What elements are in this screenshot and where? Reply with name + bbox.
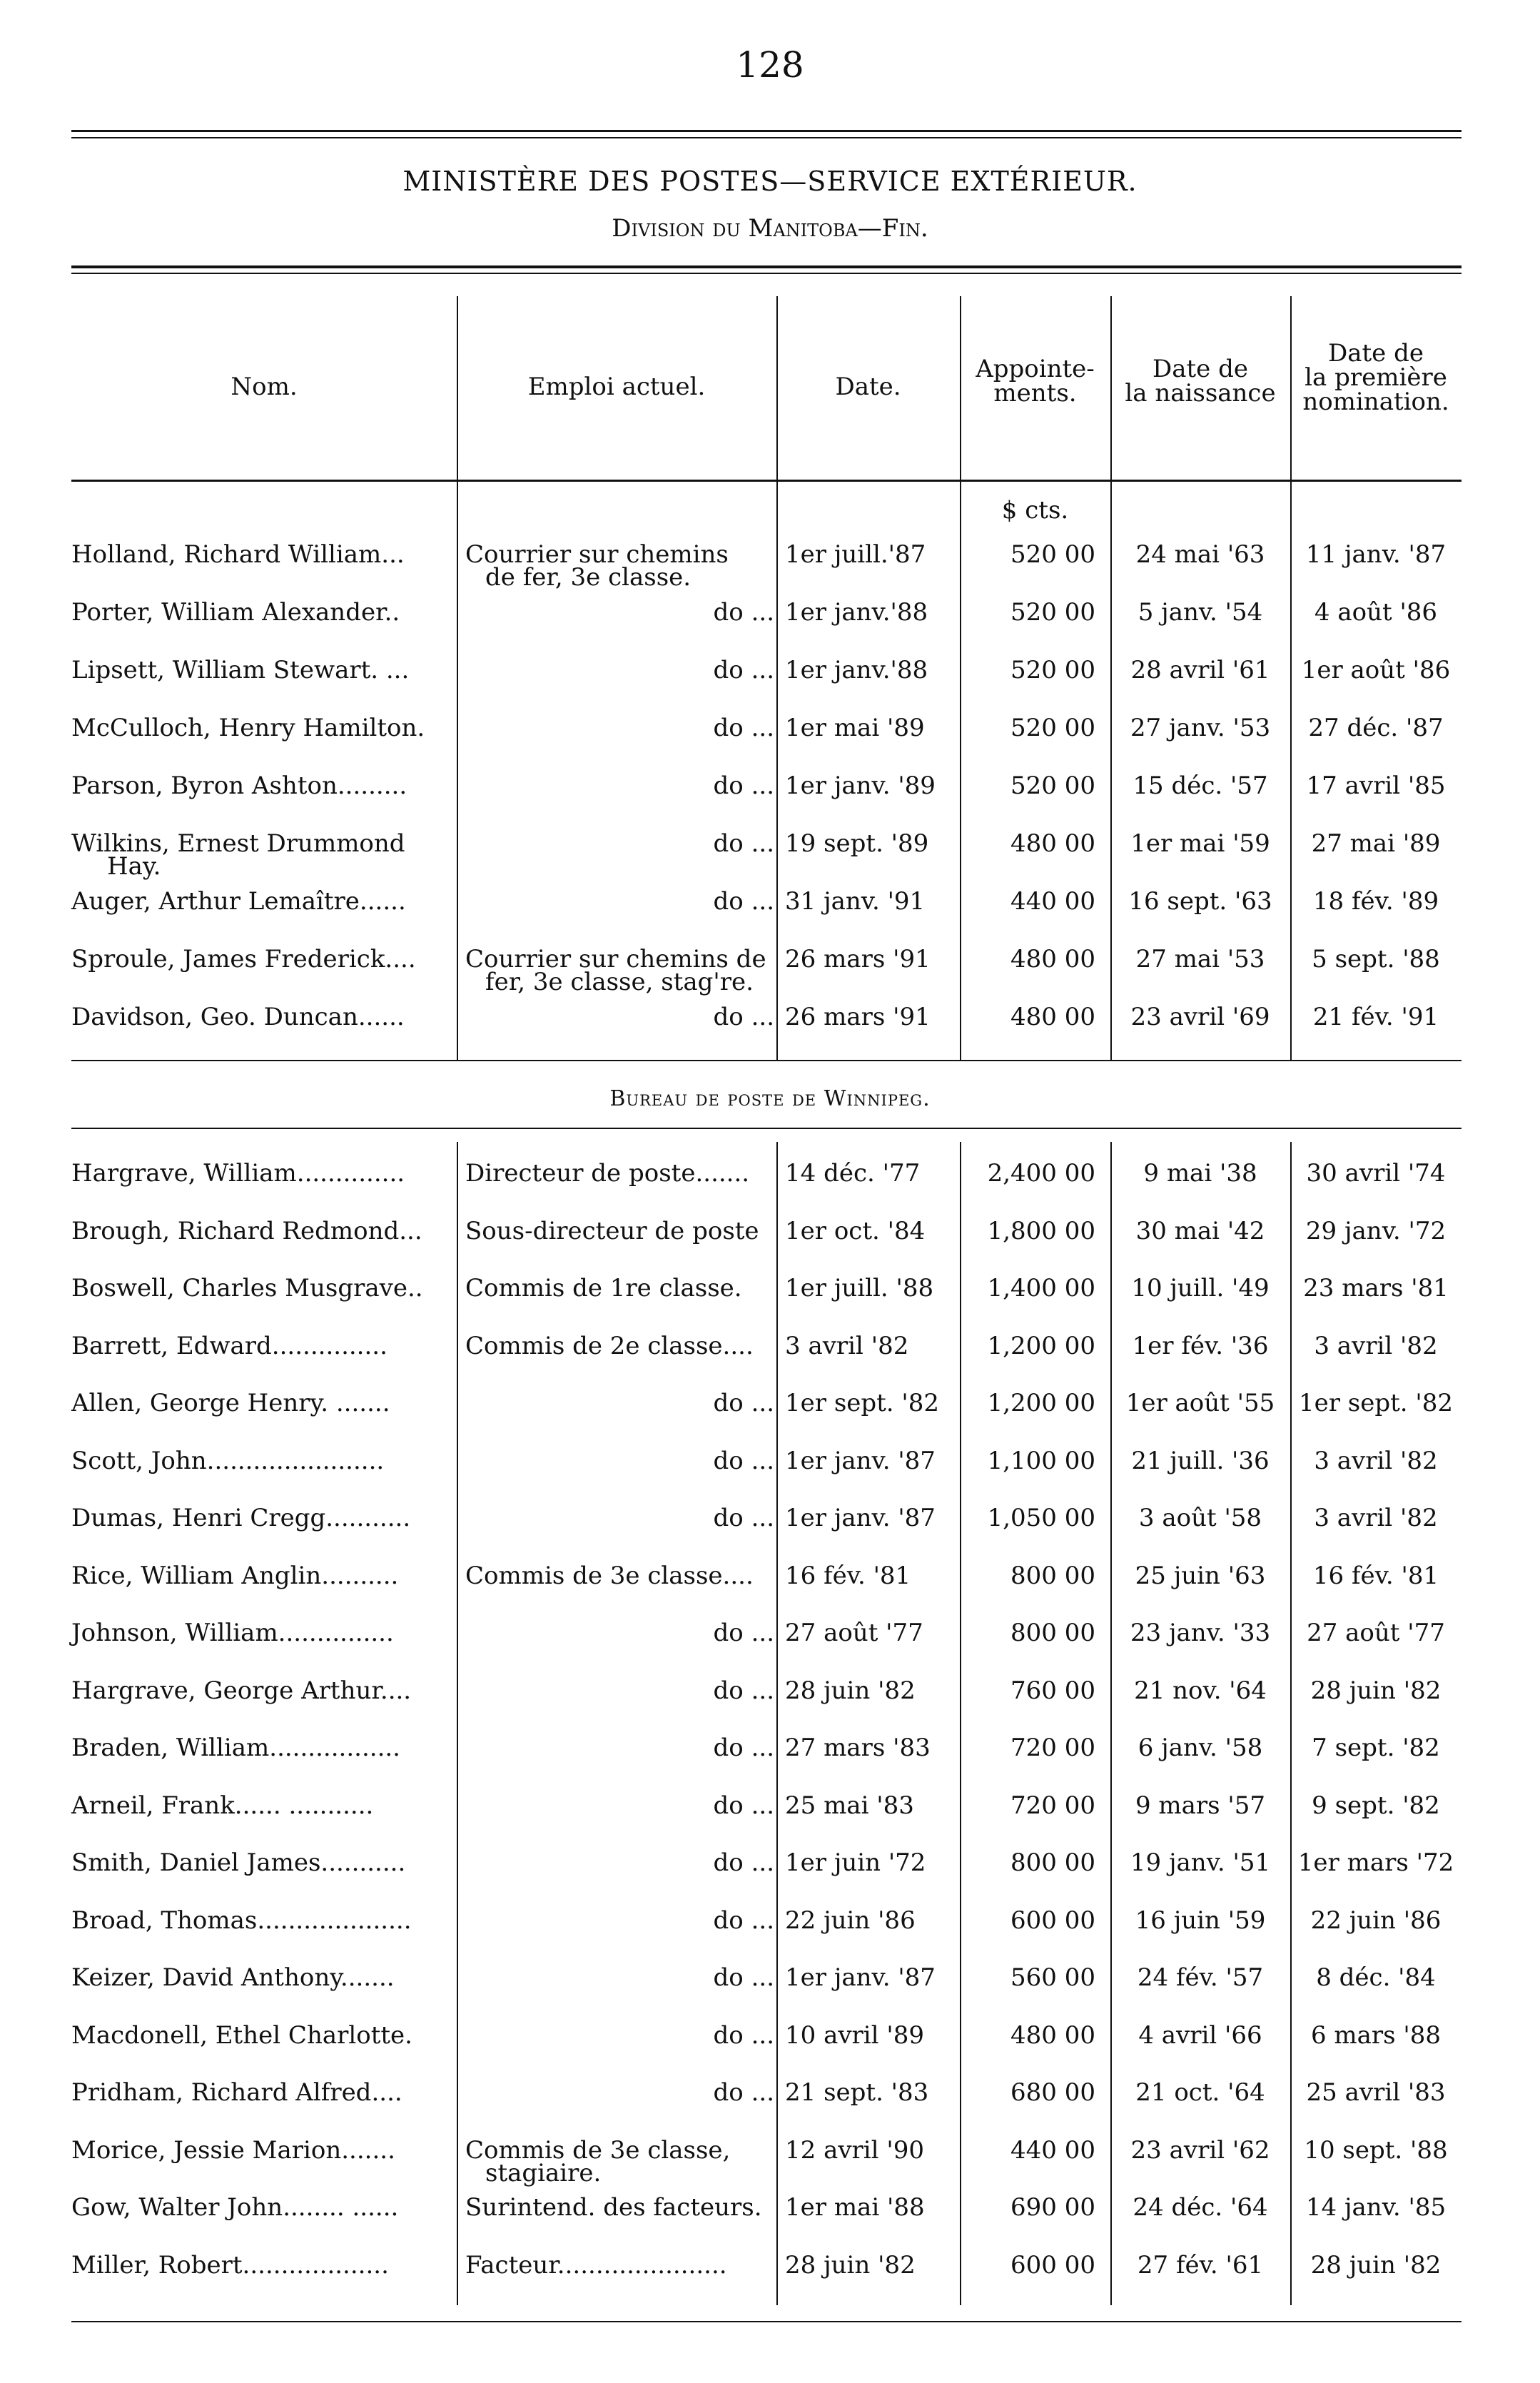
- header-nomination-line1: Date de: [1327, 339, 1424, 368]
- row-birth-date: 27 janv. '53: [1130, 714, 1271, 742]
- row-name: Holland, Richard William...: [71, 540, 405, 569]
- row-name: Auger, Arthur Lemaître......: [71, 887, 406, 916]
- row-employment: do ...: [713, 2020, 774, 2050]
- row-name: Keizer, David Anthony.......: [71, 1963, 395, 1992]
- row-name: Davidson, Geo. Duncan......: [71, 1003, 405, 1031]
- row-birth-date: 9 mai '38: [1143, 1159, 1257, 1188]
- row-employment-cont: fer, 3e classe, stag're.: [485, 968, 754, 996]
- header-appointements-line2: ments.: [993, 379, 1077, 408]
- row-birth-date: 16 sept. '63: [1128, 887, 1272, 916]
- row-nomination-date: 1er août '86: [1301, 656, 1451, 684]
- top-rule-2: [71, 137, 1462, 138]
- row-nomination-date: 3 avril '82: [1314, 1504, 1438, 1532]
- header-nom: Nom.: [231, 373, 298, 401]
- row-employment: do ...: [713, 1848, 774, 1877]
- row-salary: 600 00: [1010, 2250, 1095, 2280]
- row-nomination-date: 1er sept. '82: [1298, 1389, 1454, 1417]
- row-birth-date: 27 fév. '61: [1137, 2250, 1264, 2280]
- header-nomination: [1290, 341, 1462, 414]
- row-employment-cont: stagiaire.: [485, 2158, 602, 2187]
- row-date: 3 avril '82: [785, 1331, 909, 1360]
- row-name: Wilkins, Ernest Drummond: [71, 829, 405, 858]
- currency-units: $ cts.: [1001, 496, 1069, 525]
- row-employment: do ...: [713, 829, 774, 858]
- row-nomination-date: 29 janv. '72: [1305, 1216, 1447, 1245]
- row-date: 1er mai '88: [785, 2193, 925, 2222]
- header-naissance-line2: la naissance: [1125, 379, 1276, 408]
- row-name: Johnson, William...............: [71, 1619, 394, 1647]
- page-number: 128: [736, 44, 804, 86]
- row-salary: 560 00: [1010, 1963, 1095, 1992]
- col-sep-9: [1110, 1142, 1112, 2305]
- row-nomination-date: 27 mai '89: [1311, 829, 1441, 858]
- row-nomination-date: 5 sept. '88: [1312, 945, 1440, 973]
- row-name: Allen, George Henry. .......: [71, 1389, 390, 1417]
- row-employment: Facteur......................: [465, 2250, 727, 2280]
- col-sep-6: [457, 1142, 458, 2305]
- row-salary: 2,400 00: [987, 1159, 1095, 1188]
- row-birth-date: 30 mai '42: [1135, 1216, 1265, 1245]
- row-employment: Sous-directeur de poste: [465, 1216, 759, 1245]
- row-date: 27 mars '83: [785, 1734, 931, 1762]
- row-nomination-date: 27 août '77: [1307, 1619, 1445, 1647]
- row-name: Broad, Thomas....................: [71, 1906, 412, 1935]
- row-birth-date: 3 août '58: [1138, 1504, 1262, 1532]
- row-nomination-date: 28 juin '82: [1310, 1676, 1442, 1705]
- row-nomination-date: 1er mars '72: [1297, 1848, 1454, 1877]
- row-date: 1er juill. '88: [785, 1274, 934, 1302]
- row-nomination-date: 7 sept. '82: [1312, 1734, 1440, 1762]
- row-nomination-date: 18 fév. '89: [1312, 887, 1439, 916]
- header-nomination-line3: nomination.: [1302, 388, 1449, 416]
- row-birth-date: 27 mai '53: [1135, 945, 1265, 973]
- row-nomination-date: 25 avril '83: [1306, 2078, 1446, 2107]
- row-employment: do ...: [713, 1906, 774, 1935]
- row-birth-date: 19 janv. '51: [1130, 1848, 1271, 1877]
- row-salary: 1,050 00: [987, 1504, 1095, 1532]
- col-sep-8: [960, 1142, 961, 2305]
- col-sep-10: [1290, 1142, 1292, 2305]
- row-name: Sproule, James Frederick....: [71, 945, 416, 973]
- row-employment: do ...: [713, 1963, 774, 1992]
- row-birth-date: 1er fév. '36: [1132, 1331, 1269, 1360]
- row-name: Boswell, Charles Musgrave..: [71, 1274, 423, 1302]
- row-employment: Commis de 3e classe....: [465, 1561, 754, 1590]
- row-salary: 1,400 00: [987, 1274, 1095, 1302]
- row-nomination-date: 11 janv. '87: [1305, 540, 1447, 569]
- row-name: Scott, John.......................: [71, 1446, 385, 1475]
- row-name: Barrett, Edward...............: [71, 1331, 387, 1360]
- row-name: Miller, Robert...................: [71, 2250, 389, 2280]
- row-birth-date: 15 déc. '57: [1133, 771, 1268, 800]
- row-birth-date: 16 juin '59: [1135, 1906, 1266, 1935]
- row-employment-cont: de fer, 3e classe.: [485, 563, 692, 592]
- row-salary: 800 00: [1010, 1848, 1095, 1877]
- row-name: Hargrave, George Arthur....: [71, 1676, 412, 1705]
- row-date: 1er janv. '87: [785, 1963, 936, 1992]
- row-nomination-date: 6 mars '88: [1310, 2020, 1442, 2050]
- header-naissance: [1110, 355, 1290, 408]
- row-date: 1er juill.'87: [785, 540, 926, 569]
- row-salary: 520 00: [1010, 598, 1095, 627]
- section-divider-2: [71, 1128, 1462, 1129]
- row-employment: do ...: [713, 887, 774, 916]
- row-date: 25 mai '83: [785, 1791, 914, 1820]
- row-salary: 1,200 00: [987, 1389, 1095, 1417]
- row-name: Arneil, Frank...... ...........: [71, 1791, 374, 1820]
- row-date: 1er janv.'88: [785, 656, 928, 684]
- row-employment: do ...: [713, 714, 774, 742]
- row-salary: 800 00: [1010, 1619, 1095, 1647]
- row-employment: Surintend. des facteurs.: [465, 2193, 762, 2222]
- row-name: Smith, Daniel James...........: [71, 1848, 406, 1877]
- row-date: 12 avril '90: [785, 2135, 924, 2165]
- row-date: 1er janv. '87: [785, 1504, 936, 1532]
- page-title: MINISTÈRE DES POSTES—SERVICE EXTÉRIEUR.: [402, 166, 1138, 197]
- row-birth-date: 10 juill. '49: [1131, 1274, 1270, 1302]
- row-name: Brough, Richard Redmond...: [71, 1216, 422, 1245]
- row-employment: Commis de 3e classe,: [465, 2135, 731, 2165]
- header-top-rule-2: [71, 273, 1462, 274]
- row-salary: 760 00: [1010, 1676, 1095, 1705]
- header-appointements-line1: Appointe-: [976, 355, 1095, 383]
- row-employment: do ...: [713, 1791, 774, 1820]
- section-title-winnipeg: Bureau de poste de Winnipeg.: [609, 1086, 931, 1111]
- row-nomination-date: 30 avril '74: [1306, 1159, 1446, 1188]
- row-nomination-date: 4 août '86: [1314, 598, 1438, 627]
- header-appointements: [960, 355, 1110, 408]
- row-salary: 1,200 00: [987, 1331, 1095, 1360]
- row-name: Rice, William Anglin..........: [71, 1561, 399, 1590]
- header-nomination-line2: la première: [1305, 363, 1447, 392]
- row-birth-date: 24 mai '63: [1135, 540, 1265, 569]
- row-date: 26 mars '91: [785, 945, 931, 973]
- row-date: 16 fév. '81: [785, 1561, 911, 1590]
- row-nomination-date: 27 déc. '87: [1308, 714, 1444, 742]
- row-birth-date: 5 janv. '54: [1138, 598, 1263, 627]
- bottom-rule: [71, 2321, 1462, 2322]
- row-date: 19 sept. '89: [785, 829, 929, 858]
- row-name: McCulloch, Henry Hamilton.: [71, 714, 425, 742]
- row-birth-date: 23 avril '69: [1130, 1003, 1270, 1031]
- header-emploi: Emploi actuel.: [527, 373, 706, 401]
- row-birth-date: 25 juin '63: [1135, 1561, 1266, 1590]
- row-date: 1er juin '72: [785, 1848, 926, 1877]
- row-date: 1er janv. '89: [785, 771, 936, 800]
- row-date: 26 mars '91: [785, 1003, 931, 1031]
- row-salary: 480 00: [1010, 829, 1095, 858]
- row-salary: 440 00: [1010, 2135, 1095, 2165]
- row-nomination-date: 17 avril '85: [1306, 771, 1446, 800]
- row-nomination-date: 10 sept. '88: [1304, 2135, 1448, 2165]
- row-date: 31 janv. '91: [785, 887, 926, 916]
- row-employment: do ...: [713, 598, 774, 627]
- row-date: 14 déc. '77: [785, 1159, 921, 1188]
- row-employment: do ...: [713, 2078, 774, 2107]
- row-salary: 520 00: [1010, 771, 1095, 800]
- row-salary: 720 00: [1010, 1734, 1095, 1762]
- row-birth-date: 24 déc. '64: [1133, 2193, 1268, 2222]
- row-date: 27 août '77: [785, 1619, 923, 1647]
- row-name: Hargrave, William..............: [71, 1159, 405, 1188]
- row-name: Porter, William Alexander..: [71, 598, 400, 627]
- row-date: 28 juin '82: [785, 1676, 916, 1705]
- row-employment: do ...: [713, 656, 774, 684]
- row-date: 1er sept. '82: [785, 1389, 940, 1417]
- row-nomination-date: 3 avril '82: [1314, 1446, 1438, 1475]
- col-sep-7: [776, 1142, 778, 2305]
- row-nomination-date: 8 déc. '84: [1316, 1963, 1436, 1992]
- row-birth-date: 1er août '55: [1125, 1389, 1275, 1417]
- row-salary: 800 00: [1010, 1561, 1095, 1590]
- col-sep-1: [457, 296, 458, 1060]
- row-date: 21 sept. '83: [785, 2078, 929, 2107]
- row-nomination-date: 28 juin '82: [1310, 2250, 1442, 2280]
- row-name-cont: Hay.: [107, 852, 161, 881]
- row-birth-date: 24 fév. '57: [1137, 1963, 1264, 1992]
- top-rule-1: [71, 130, 1462, 132]
- section-divider-1: [71, 1060, 1462, 1061]
- col-sep-2: [776, 296, 778, 1060]
- row-salary: 600 00: [1010, 1906, 1095, 1935]
- row-nomination-date: 9 sept. '82: [1312, 1791, 1440, 1820]
- row-date: 1er janv. '87: [785, 1446, 936, 1475]
- row-birth-date: 4 avril '66: [1138, 2020, 1262, 2050]
- row-date: 22 juin '86: [785, 1906, 916, 1935]
- row-employment: Courrier sur chemins: [465, 540, 729, 569]
- row-name: Gow, Walter John........ ......: [71, 2193, 399, 2222]
- row-employment: do ...: [713, 1446, 774, 1475]
- row-birth-date: 23 janv. '33: [1130, 1619, 1271, 1647]
- row-nomination-date: 21 fév. '91: [1312, 1003, 1439, 1031]
- row-employment: do ...: [713, 1734, 774, 1762]
- row-name: Morice, Jessie Marion.......: [71, 2135, 395, 2165]
- header-date: Date.: [835, 373, 901, 401]
- row-salary: 480 00: [1010, 2020, 1095, 2050]
- header-bottom-rule: [71, 480, 1462, 482]
- row-name: Dumas, Henri Cregg...........: [71, 1504, 411, 1532]
- row-employment: do ...: [713, 771, 774, 800]
- row-date: 1er janv.'88: [785, 598, 928, 627]
- row-birth-date: 1er mai '59: [1130, 829, 1270, 858]
- row-nomination-date: 14 janv. '85: [1305, 2193, 1447, 2222]
- row-nomination-date: 3 avril '82: [1314, 1331, 1438, 1360]
- row-salary: 440 00: [1010, 887, 1095, 916]
- row-employment: do ...: [713, 1619, 774, 1647]
- row-employment: Commis de 1re classe.: [465, 1274, 742, 1302]
- row-employment: Directeur de poste.......: [465, 1159, 750, 1188]
- row-employment: Commis de 2e classe....: [465, 1331, 754, 1360]
- row-name: Braden, William.................: [71, 1734, 400, 1762]
- row-salary: 690 00: [1010, 2193, 1095, 2222]
- row-name: Parson, Byron Ashton.........: [71, 771, 407, 800]
- row-date: 10 avril '89: [785, 2020, 924, 2050]
- header-top-rule-1: [71, 265, 1462, 268]
- row-salary: 520 00: [1010, 656, 1095, 684]
- row-employment: do ...: [713, 1504, 774, 1532]
- row-name: Lipsett, William Stewart. ...: [71, 656, 410, 684]
- row-birth-date: 21 nov. '64: [1134, 1676, 1267, 1705]
- row-nomination-date: 22 juin '86: [1310, 1906, 1442, 1935]
- row-birth-date: 9 mars '57: [1135, 1791, 1266, 1820]
- row-employment: Courrier sur chemins de: [465, 945, 766, 973]
- row-employment: do ...: [713, 1003, 774, 1031]
- row-salary: 680 00: [1010, 2078, 1095, 2107]
- row-nomination-date: 23 mars '81: [1303, 1274, 1449, 1302]
- page-subtitle: Division du Manitoba—Fin.: [612, 214, 928, 243]
- row-name: Macdonell, Ethel Charlotte.: [71, 2020, 412, 2050]
- row-employment: do ...: [713, 1676, 774, 1705]
- row-birth-date: 6 janv. '58: [1138, 1734, 1263, 1762]
- row-date: 28 juin '82: [785, 2250, 916, 2280]
- row-nomination-date: 16 fév. '81: [1312, 1561, 1439, 1590]
- row-salary: 480 00: [1010, 1003, 1095, 1031]
- row-salary: 1,800 00: [987, 1216, 1095, 1245]
- row-birth-date: 28 avril '61: [1130, 656, 1270, 684]
- header-naissance-line1: Date de: [1152, 355, 1248, 383]
- row-name: Pridham, Richard Alfred....: [71, 2078, 402, 2107]
- row-birth-date: 21 oct. '64: [1135, 2078, 1265, 2107]
- row-salary: 520 00: [1010, 714, 1095, 742]
- row-salary: 720 00: [1010, 1791, 1095, 1820]
- row-date: 1er oct. '84: [785, 1216, 926, 1245]
- row-birth-date: 23 avril '62: [1130, 2135, 1270, 2165]
- row-salary: 1,100 00: [987, 1446, 1095, 1475]
- row-salary: 480 00: [1010, 945, 1095, 973]
- row-salary: 520 00: [1010, 540, 1095, 569]
- row-birth-date: 21 juill. '36: [1131, 1446, 1270, 1475]
- row-date: 1er mai '89: [785, 714, 925, 742]
- row-employment: do ...: [713, 1389, 774, 1417]
